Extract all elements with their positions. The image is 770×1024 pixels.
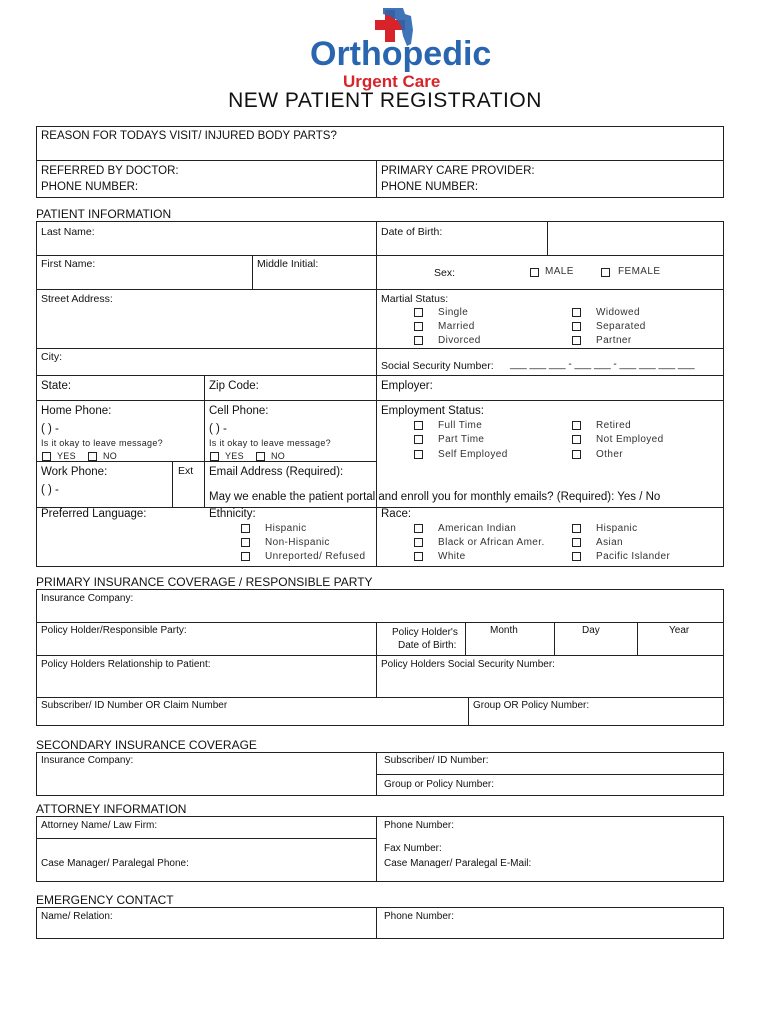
email-label: Email Address (Required): [209,466,344,478]
home-no-label: NO [103,451,118,461]
dob-field[interactable] [549,223,722,253]
race-white-label: White [438,551,466,562]
full-time-label: Full Time [438,420,483,431]
cell-no-label: NO [271,451,286,461]
emergency-phone-label: Phone Number: [384,911,455,922]
ethnicity-label: Ethnicity: [209,508,256,520]
holder-dob-label-2: Date of Birth: [398,640,457,651]
city-label: City: [41,351,62,363]
male-label: MALE [545,266,574,277]
employment-label: Employment Status: [381,405,484,417]
race-pacific-checkbox[interactable] [572,552,581,561]
home-no-checkbox[interactable] [88,452,97,461]
partner-label: Partner [596,335,632,346]
eth-non-hispanic-checkbox[interactable] [241,538,250,547]
cell-phone-blank[interactable]: ( ) - [209,423,227,435]
attorney-heading: ATTORNEY INFORMATION [36,802,187,816]
holder-dob-label-1: Policy Holder's [392,627,458,638]
work-phone-blank[interactable]: ( ) - [41,484,59,496]
day-label: Day [582,625,600,636]
widowed-checkbox[interactable] [572,308,581,317]
single-checkbox[interactable] [414,308,423,317]
relationship-label: Policy Holders Relationship to Patient: [41,659,211,670]
race-black-checkbox[interactable] [414,538,423,547]
emergency-name-label: Name/ Relation: [41,911,113,922]
home-yes-label: YES [57,451,76,461]
logo-subtext: Urgent Care [343,72,441,91]
home-phone-blank[interactable]: ( ) - [41,423,59,435]
secondary-insurance-heading: SECONDARY INSURANCE COVERAGE [36,738,257,752]
last-name-field[interactable] [110,224,370,252]
street-label: Street Address: [41,293,113,305]
secondary-group-label: Group or Policy Number: [384,779,495,790]
last-name-label: Last Name: [41,226,95,238]
eth-non-hispanic-label: Non-Hispanic [265,537,330,548]
secondary-subscriber-label: Subscriber/ ID Number: [384,755,489,766]
not-employed-checkbox[interactable] [572,435,581,444]
ext-label: Ext [178,465,194,477]
reason-label: REASON FOR TODAYS VISIT/ INJURED BODY PARTS? [41,130,337,142]
state-label: State: [41,380,72,392]
cell-phone-label: Cell Phone: [209,405,269,417]
month-label: Month [490,625,518,636]
referred-label: REFERRED BY DOCTOR: [41,165,179,177]
race-white-checkbox[interactable] [414,552,423,561]
eth-hispanic-checkbox[interactable] [241,524,250,533]
separated-checkbox[interactable] [572,322,581,331]
sex-label: Sex: [434,267,456,279]
race-asian-label: Asian [596,537,624,548]
zip-label: Zip Code: [209,380,259,392]
cell-yes-checkbox[interactable] [210,452,219,461]
race-black-label: Black or African Amer. [438,537,545,548]
self-employed-checkbox[interactable] [414,450,423,459]
cell-leave-msg: Is it okay to leave message? [209,438,331,448]
portal-question: May we enable the patient portal and enroll you for monthly emails? (Required): Yes / No [209,491,661,503]
single-label: Single [438,307,469,318]
reason-field[interactable] [37,143,723,159]
retired-label: Retired [596,420,632,431]
secondary-company-label: Insurance Company: [41,755,134,766]
widowed-label: Widowed [596,307,640,318]
ssn-blank[interactable]: ___ ___ ___ - ___ ___ - ___ ___ ___ ___ [510,359,695,370]
work-phone-label: Work Phone: [41,466,108,478]
year-label: Year [669,625,690,636]
partner-checkbox[interactable] [572,336,581,345]
not-employed-label: Not Employed [596,434,664,445]
divorced-checkbox[interactable] [414,336,423,345]
page-title: NEW PATIENT REGISTRATION [228,89,542,112]
part-time-checkbox[interactable] [414,435,423,444]
race-asian-checkbox[interactable] [572,538,581,547]
home-leave-msg: Is it okay to leave message? [41,438,163,448]
separated-label: Separated [596,321,646,332]
first-name-label: First Name: [41,258,96,270]
race-american-indian-checkbox[interactable] [414,524,423,533]
cell-no-checkbox[interactable] [256,452,265,461]
group-label: Group OR Policy Number: [473,700,590,711]
case-manager-email-label: Case Manager/ Paralegal E-Mail: [384,858,532,869]
home-phone-label: Home Phone: [41,405,112,417]
attorney-fax-label: Fax Number: [384,843,442,854]
male-checkbox[interactable] [530,268,539,277]
marital-label: Martial Status: [381,293,449,305]
dob-label: Date of Birth: [381,226,443,238]
language-label: Preferred Language: [41,508,147,520]
race-pacific-label: Pacific Islander [596,551,671,562]
primary-company-label: Insurance Company: [41,593,134,604]
married-checkbox[interactable] [414,322,423,331]
part-time-label: Part Time [438,434,485,445]
female-checkbox[interactable] [601,268,610,277]
pcp-label: PRIMARY CARE PROVIDER: [381,165,535,177]
female-label: FEMALE [618,266,661,277]
full-time-checkbox[interactable] [414,421,423,430]
pcp-phone-label: PHONE NUMBER: [381,181,479,193]
middle-initial-label: Middle Initial: [257,258,319,270]
race-hispanic-checkbox[interactable] [572,524,581,533]
attorney-phone-label: Phone Number: [384,820,455,831]
race-american-indian-label: American Indian [438,523,517,534]
eth-unreported-checkbox[interactable] [241,552,250,561]
emergency-box [36,907,724,939]
other-checkbox[interactable] [572,450,581,459]
primary-insurance-heading: PRIMARY INSURANCE COVERAGE / RESPONSIBLE PARTY [36,575,373,589]
ssn-label: Social Security Number: [381,360,494,372]
logo-text: Orthopedic [310,35,492,73]
retired-checkbox[interactable] [572,421,581,430]
holder-ssn-label: Policy Holders Social Security Number: [381,659,555,670]
employer-label: Employer: [381,380,433,392]
emergency-heading: EMERGENCY CONTACT [36,893,174,907]
race-hispanic-label: Hispanic [596,523,638,534]
divorced-label: Divorced [438,335,481,346]
case-manager-phone-label: Case Manager/ Paralegal Phone: [41,858,189,869]
cell-yes-label: YES [225,451,244,461]
subscriber-label: Subscriber/ ID Number OR Claim Number [41,700,228,711]
married-label: Married [438,321,475,332]
attorney-name-label: Attorney Name/ Law Firm: [41,820,158,831]
home-yes-checkbox[interactable] [42,452,51,461]
patient-info-heading: PATIENT INFORMATION [36,207,172,221]
eth-unreported-label: Unreported/ Refused [265,551,366,562]
race-label: Race: [381,508,412,520]
referred-phone-label: PHONE NUMBER: [41,181,139,193]
policy-holder-label: Policy Holder/Responsible Party: [41,625,187,636]
other-label: Other [596,449,624,460]
eth-hispanic-label: Hispanic [265,523,307,534]
self-employed-label: Self Employed [438,449,508,460]
